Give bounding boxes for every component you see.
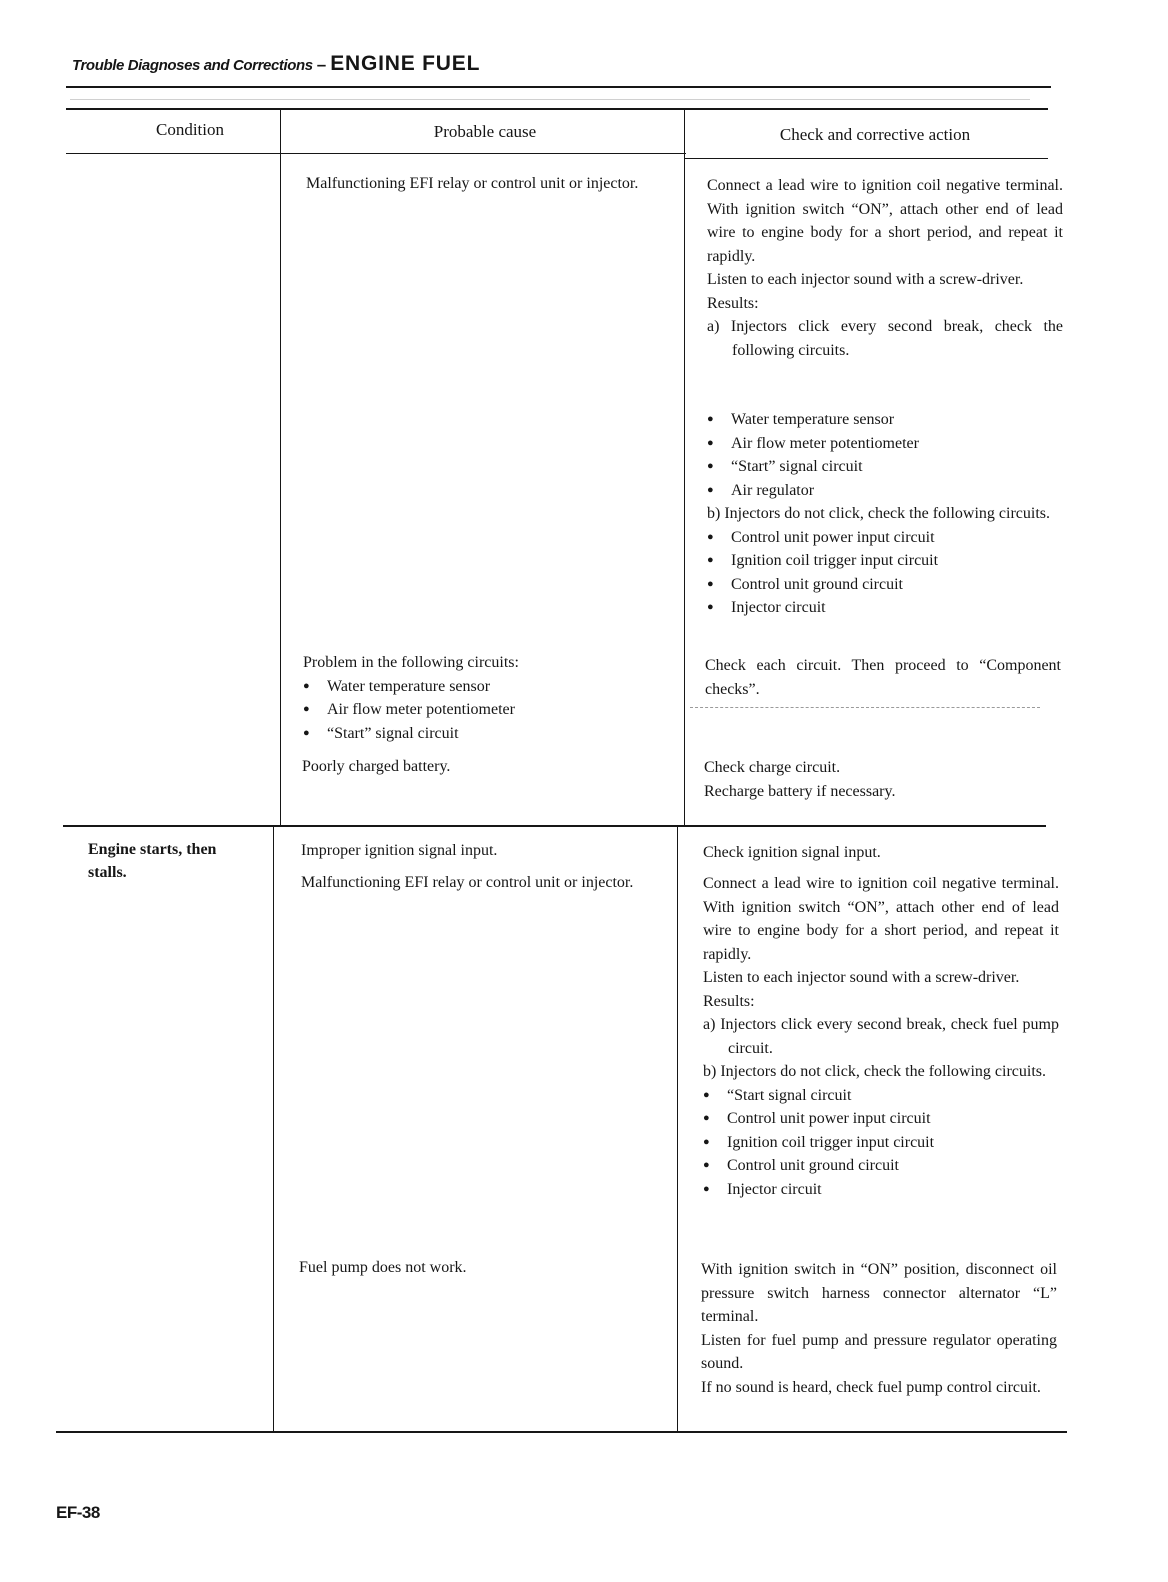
g1-r2-cause bbox=[303, 651, 663, 745]
bullet-item: ● Water temperature sensor bbox=[303, 675, 663, 699]
g1-r3-action bbox=[704, 756, 1060, 803]
column-header-probable-cause: Probable cause bbox=[433, 122, 537, 141]
g1-r2-action: Check each circuit. Then proceed to “Component checks”. bbox=[705, 657, 1061, 698]
bullet-item: ● Control unit ground circuit bbox=[707, 573, 1063, 597]
bullet-item: ● Ignition coil trigger input circuit bbox=[703, 1131, 1059, 1155]
scan-noise bbox=[70, 99, 1030, 100]
bullet-item: ● Injector circuit bbox=[707, 596, 1063, 620]
action-paragraph: Connect a lead wire to ignition coil negative terminal. With ignition switch “ON”, attach other end of lead wire to engine body for a short period, and repeat it rapidly. bbox=[703, 875, 1059, 963]
action-paragraph: Listen for fuel pump and pressure regulator operating sound. bbox=[701, 1331, 1057, 1372]
bullet-item: ● “Start” signal circuit bbox=[303, 722, 663, 746]
group-divider-rule bbox=[63, 825, 1046, 827]
table-bottom-rule bbox=[56, 1431, 1067, 1433]
column-header-condition: Condition bbox=[155, 120, 224, 139]
condition-cell: Engine starts, then stalls. bbox=[88, 841, 217, 881]
bullet-item: ● Control unit power input circuit bbox=[707, 526, 1063, 550]
column-header-rule-right bbox=[684, 158, 1048, 159]
result-b: b) Injectors do not click, check the following circuits. bbox=[703, 1063, 1047, 1080]
result-b: b) Injectors do not click, check the following circuits. bbox=[707, 505, 1051, 522]
g2-r1-action: Check ignition signal input. bbox=[703, 844, 881, 861]
action-paragraph: Listen to each injector sound with a screw-driver. bbox=[703, 969, 1020, 986]
page-header bbox=[72, 52, 480, 76]
action-paragraph: Results: bbox=[707, 294, 759, 312]
g1-r1-action bbox=[707, 174, 1063, 362]
page-title: ENGINE FUEL bbox=[330, 52, 481, 75]
action-paragraph: If no sound is heard, check fuel pump control circuit. bbox=[701, 1378, 1041, 1396]
column-header-corrective-action: Check and corrective action bbox=[779, 125, 971, 144]
g2-r2-cause: Malfunctioning EFI relay or control unit or injector. bbox=[301, 874, 634, 891]
bullet-item: ● Air flow meter potentiometer bbox=[707, 432, 1063, 456]
bullet-item: ● “Start signal circuit bbox=[703, 1084, 1059, 1108]
g1-r3-cause: Poorly charged battery. bbox=[302, 758, 451, 775]
column-divider-1b bbox=[273, 827, 274, 1433]
action-paragraph: Recharge battery if necessary. bbox=[704, 782, 896, 800]
section-name: Trouble Diagnoses and Corrections bbox=[72, 57, 313, 74]
cause-intro: Problem in the following circuits: bbox=[303, 654, 519, 671]
result-a: a) Injectors click every second break, check fuel pump circuit. bbox=[703, 1016, 1059, 1057]
g2-r1-cause: Improper ignition signal input. bbox=[301, 842, 498, 859]
column-divider-2b bbox=[677, 827, 678, 1433]
action-paragraph: Listen to each injector sound with a screw-driver. bbox=[707, 271, 1024, 288]
column-divider-1 bbox=[280, 108, 281, 827]
action-paragraph: With ignition switch in “ON” position, disconnect oil pressure switch harness connector alternator “L” terminal. bbox=[701, 1261, 1057, 1325]
dashed-row-rule bbox=[690, 707, 1040, 708]
g2-r2-action bbox=[703, 872, 1059, 1201]
bullet-item: ● Injector circuit bbox=[703, 1178, 1059, 1202]
action-paragraph: Connect a lead wire to ignition coil negative terminal. With ignition switch “ON”, attach other end of lead wire to engine body for a short period, and repeat it rapidly. bbox=[707, 177, 1063, 265]
bullet-item: ● Water temperature sensor bbox=[707, 408, 1063, 432]
g2-r3-cause: Fuel pump does not work. bbox=[299, 1259, 467, 1276]
header-separator: – bbox=[316, 55, 327, 74]
page-number: EF-38 bbox=[56, 1503, 100, 1522]
bullet-item: ● Control unit ground circuit bbox=[703, 1154, 1059, 1178]
action-paragraph: Check charge circuit. bbox=[704, 759, 841, 776]
header-rule bbox=[66, 86, 1051, 88]
bullet-item: ● Air flow meter potentiometer bbox=[303, 698, 663, 722]
action-paragraph: Results: bbox=[703, 992, 755, 1010]
column-header-rule-left bbox=[66, 153, 686, 154]
result-a: a) Injectors click every second break, check the following circuits. bbox=[707, 318, 1063, 359]
bullet-item: ● Ignition coil trigger input circuit bbox=[707, 549, 1063, 573]
g2-r3-action bbox=[701, 1258, 1057, 1399]
bullet-item: ● Air regulator bbox=[707, 479, 1063, 503]
bullet-item: ● “Start” signal circuit bbox=[707, 455, 1063, 479]
bullet-item: ● Control unit power input circuit bbox=[703, 1107, 1059, 1131]
table-top-rule bbox=[66, 108, 1048, 110]
column-divider-2 bbox=[684, 108, 685, 827]
g1-r1-bullet-list-a bbox=[707, 408, 1063, 620]
g1-r1-cause: Malfunctioning EFI relay or control unit or injector. bbox=[306, 175, 639, 192]
